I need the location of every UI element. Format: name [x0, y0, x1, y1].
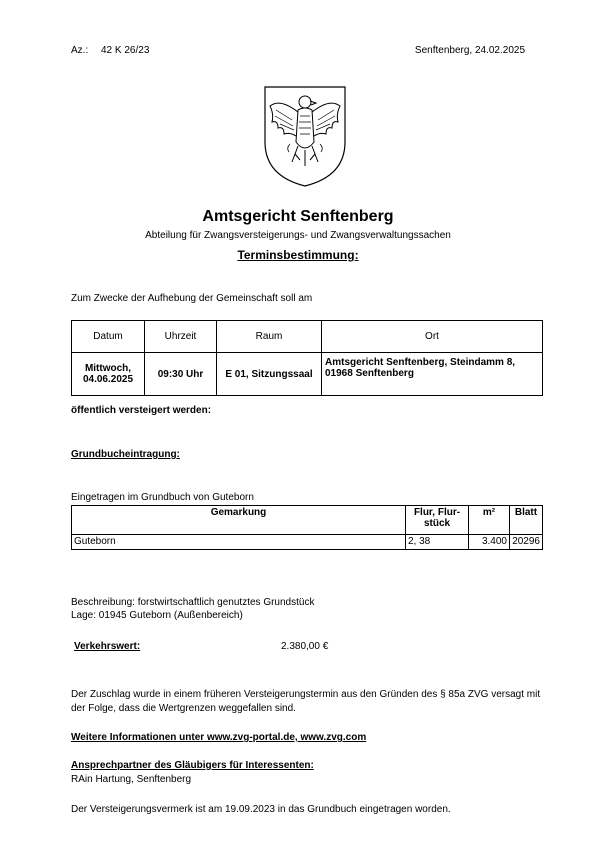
lage-text: Lage: 01945 Guteborn (Außenbereich) — [71, 610, 243, 621]
termin-row — [72, 353, 543, 396]
court-department: Abteilung für Zwangsversteigerungs- und Zwangsverwaltungssachen — [145, 230, 451, 241]
grundbuch-heading: Grundbucheintragung: — [71, 449, 180, 460]
grundbuch-header-row — [72, 506, 543, 535]
grundbuch-flur: 2, 38 — [406, 535, 469, 550]
termin-datum: Mittwoch, 04.06.2025 — [72, 353, 145, 396]
ansprechpartner-name: RAin Hartung, Senftenberg — [71, 774, 192, 785]
termin-table — [71, 320, 543, 396]
aktenzeichen-value: 42 K 26/23 — [101, 45, 150, 56]
termin-ort: Amtsgericht Senftenberg, Steindamm 8, 01968 Senftenberg — [322, 353, 543, 396]
grundbuch-gemarkung: Guteborn — [72, 535, 406, 550]
grundbuch-header-flur: Flur, Flur-stück — [406, 506, 469, 535]
grundbuch-header-m2: m² — [469, 506, 510, 535]
termin-header-row — [72, 321, 543, 353]
termin-header-uhrzeit: Uhrzeit — [145, 321, 217, 353]
termin-header-ort: Ort — [322, 321, 543, 353]
verkehrswert-value: 2.380,00 € — [281, 641, 329, 652]
beschreibung-block — [71, 596, 314, 622]
aktenzeichen-label: Az.: — [71, 45, 89, 56]
grundbuch-table — [71, 505, 543, 550]
aktenzeichen — [71, 45, 149, 56]
document-title: Terminsbestimmung: — [237, 248, 359, 262]
info-links[interactable]: Weitere Informationen unter www.zvg-portal.de, www.zvg.com — [71, 732, 367, 743]
grundbuch-blatt: 20296 — [510, 535, 543, 550]
termin-raum: E 01, Sitzungssaal — [217, 353, 322, 396]
grundbuch-m2: 3.400 — [469, 535, 510, 550]
grundbuch-header-gemarkung: Gemarkung — [72, 506, 406, 535]
coat-of-arms-eagle-icon — [262, 84, 348, 188]
place-date: Senftenberg, 24.02.2025 — [414, 45, 525, 56]
vermerk-text: Der Versteigerungsvermerk ist am 19.09.2023 in das Grundbuch eingetragen worden. — [71, 804, 451, 815]
versteigert-text: öffentlich versteigert werden: — [71, 405, 212, 416]
beschreibung-text: Beschreibung: forstwirtschaftlich genutztes Grundstück — [71, 597, 315, 608]
termin-header-datum: Datum — [72, 321, 145, 353]
court-name: Amtsgericht Senftenberg — [202, 208, 394, 225]
verkehrswert-label: Verkehrswert: — [74, 641, 141, 652]
grundbuch-header-blatt: Blatt — [510, 506, 543, 535]
termin-header-raum: Raum — [217, 321, 322, 353]
intro-text: Zum Zwecke der Aufhebung der Gemeinschaft soll am — [71, 293, 313, 304]
grundbuch-intro: Eingetragen im Grundbuch von Guteborn — [71, 492, 254, 503]
termin-uhrzeit: 09:30 Uhr — [145, 353, 217, 396]
grundbuch-row — [72, 535, 543, 550]
zuschlag-text: Der Zuschlag wurde in einem früheren Versteigerungstermin aus den Gründen des § 85a ZVG versagt mit der Folge, dass die Wertgrenzen weggefallen sind. — [71, 689, 541, 714]
ansprechpartner-heading: Ansprechpartner des Gläubigers für Interessenten: — [71, 760, 314, 771]
